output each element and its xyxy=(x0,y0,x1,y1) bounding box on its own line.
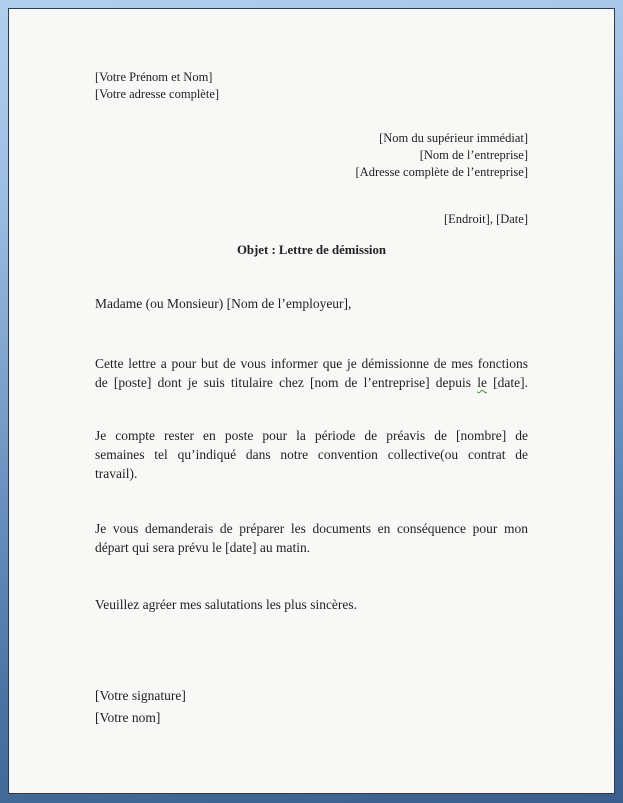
signature-name-line: [Votre nom] xyxy=(95,710,161,725)
recipient-supervisor-line: [Nom du supérieur immédiat] xyxy=(379,131,528,145)
recipient-company-address-line: [Adresse complète de l’entreprise] xyxy=(355,165,528,179)
signature-block xyxy=(95,685,186,729)
sender-block xyxy=(95,69,219,103)
paragraph-line xyxy=(95,373,528,392)
body-paragraph-resignation xyxy=(95,354,528,392)
letter-page xyxy=(8,8,615,794)
paragraph-line: Cette lettre a pour but de vous informer que je démissionne de mes fonctions xyxy=(95,356,528,371)
subject-line: Objet : Lettre de démission xyxy=(236,243,387,257)
body-paragraph-documents xyxy=(95,519,528,557)
sender-address-line: [Votre adresse complète] xyxy=(95,87,220,101)
body-paragraph-notice-period xyxy=(95,426,528,483)
signature-line: [Votre signature] xyxy=(95,688,186,703)
recipient-block xyxy=(356,130,529,181)
place-date-line: [Endroit], [Date] xyxy=(444,212,528,226)
paragraph-line: départ qui sera prévu le [date] au matin. xyxy=(95,540,311,555)
paragraph-text-segment: de [poste] dont je suis titulaire chez [nom de l’entreprise] depuis xyxy=(95,375,478,390)
paragraph-line: travail). xyxy=(95,466,138,481)
spellcheck-flagged-word: le xyxy=(477,375,487,390)
paragraph-line: Je vous demanderais de préparer les documents en conséquence pour mon xyxy=(95,521,528,536)
sender-name-line: [Votre Prénom et Nom] xyxy=(95,70,213,84)
salutation-line: Madame (ou Monsieur) [Nom de l’employeur], xyxy=(95,296,352,311)
paragraph-line: semaines tel qu’indiqué dans notre convention collective(ou contrat de xyxy=(95,447,528,462)
closing-line: Veuillez agréer mes salutations les plus sincères. xyxy=(95,597,358,612)
recipient-company-line: [Nom de l’entreprise] xyxy=(419,148,528,162)
paragraph-line: Je compte rester en poste pour la période de préavis de [nombre] de xyxy=(95,428,528,443)
paragraph-text-segment: [date]. xyxy=(486,375,528,390)
